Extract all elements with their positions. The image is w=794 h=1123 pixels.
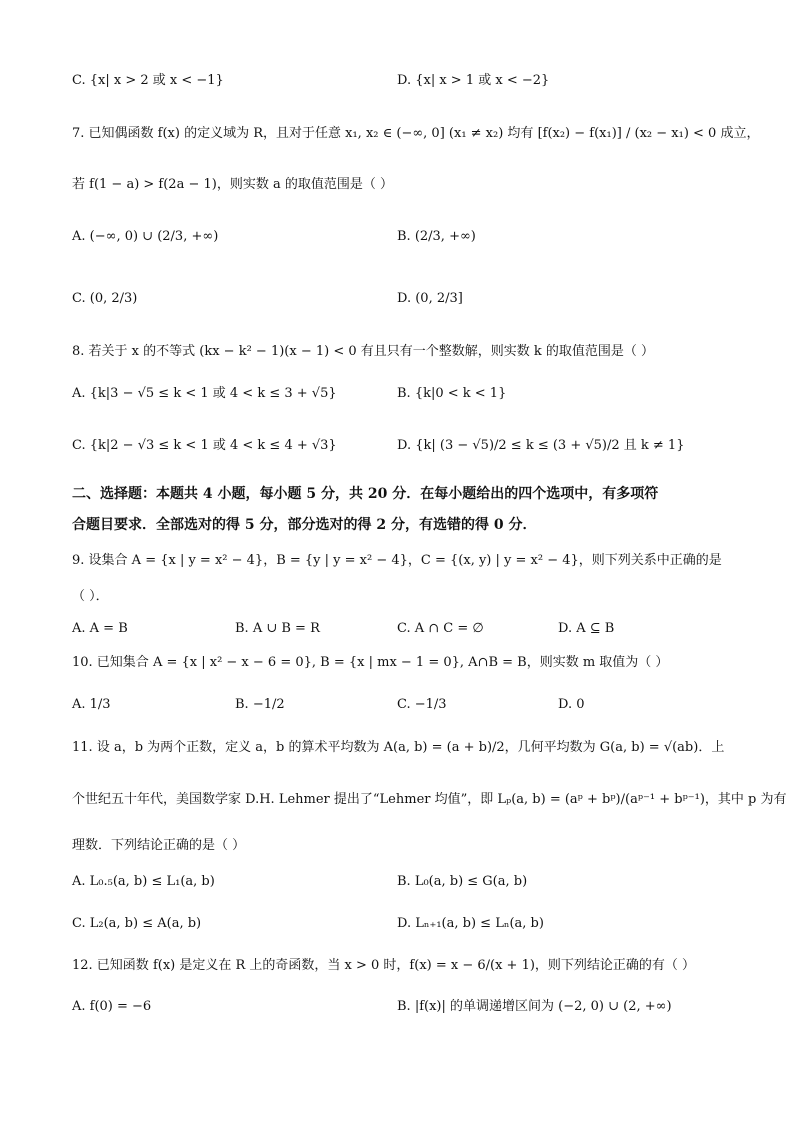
q9-option-c[interactable]: C. A ∩ C = ∅: [397, 621, 484, 636]
q11-option-d[interactable]: D. Lₙ₊₁(a, b) ≤ Lₙ(a, b): [397, 916, 544, 931]
section-2-heading-line2: 合题目要求．全部选对的得 5 分，部分选对的得 2 分，有选错的得 0 分．: [72, 517, 537, 533]
q8-option-d[interactable]: D. {k| (3 − √5)/2 ≤ k ≤ (3 + √5)/2 且 k ≠ 1}: [397, 438, 685, 453]
q7-stem-line2: 若 f(1 − a) > f(2a − 1)，则实数 a 的取值范围是（ ）: [72, 177, 393, 192]
q7-stem-line1: 7. 已知偶函数 f(x) 的定义域为 R，且对于任意 x₁, x₂ ∈ (−∞, 0] (x₁ ≠ x₂) 均有 [f(x₂) − f(x₁)] / (x₂ − x₁) < 0 成立，: [72, 126, 760, 141]
q10-option-b[interactable]: B. −1/2: [235, 697, 285, 712]
section-2-heading-line1: 二、选择题：本题共 4 小题，每小题 5 分，共 20 分．在每小题给出的四个选项中，有多项符: [72, 486, 659, 502]
q12-option-a[interactable]: A. f(0) = −6: [72, 999, 152, 1014]
q12-option-b[interactable]: B. |f(x)| 的单调递增区间为 (−2, 0) ∪ (2, +∞): [397, 999, 672, 1014]
q11-option-a[interactable]: A. L₀.₅(a, b) ≤ L₁(a, b): [72, 874, 215, 889]
q10-option-c[interactable]: C. −1/3: [397, 697, 447, 712]
q12-stem: 12. 已知函数 f(x) 是定义在 R 上的奇函数，当 x > 0 时，f(x) = x − 6/(x + 1)，则下列结论正确的有（ ）: [72, 958, 696, 973]
q7-option-c[interactable]: C. (0, 2/3): [72, 291, 138, 306]
q8-stem: 8. 若关于 x 的不等式 (kx − k² − 1)(x − 1) < 0 有且只有一个整数解，则实数 k 的取值范围是（ ）: [72, 344, 655, 359]
q9-stem-line1: 9. 设集合 A = {x | y = x² − 4}，B = {y | y = x² − 4}，C = {(x, y) | y = x² − 4}，则下列关系中正确的是: [72, 553, 722, 568]
q6-option-d[interactable]: D. {x| x > 1 或 x < −2}: [397, 73, 550, 88]
q9-option-b[interactable]: B. A ∪ B = R: [235, 621, 320, 636]
q7-option-a[interactable]: A. (−∞, 0) ∪ (2/3, +∞): [72, 229, 219, 244]
q10-stem: 10. 已知集合 A = {x | x² − x − 6 = 0}, B = {x | mx − 1 = 0}, A∩B = B，则实数 m 取值为（ ）: [72, 655, 669, 670]
q7-option-b[interactable]: B. (2/3, +∞): [397, 229, 476, 244]
q9-option-a[interactable]: A. A = B: [72, 621, 128, 636]
q8-option-a[interactable]: A. {k|3 − √5 ≤ k < 1 或 4 < k ≤ 3 + √5}: [72, 386, 337, 401]
q11-option-b[interactable]: B. L₀(a, b) ≤ G(a, b): [397, 874, 528, 889]
q7-option-d[interactable]: D. (0, 2/3]: [397, 291, 463, 306]
q11-stem-line1: 11. 设 a，b 为两个正数，定义 a，b 的算术平均数为 A(a, b) = (a + b)/2，几何平均数为 G(a, b) = √(ab)．上: [72, 740, 725, 755]
q8-option-b[interactable]: B. {k|0 < k < 1}: [397, 386, 507, 401]
q6-option-c[interactable]: C. {x| x > 2 或 x < −1}: [72, 73, 224, 88]
q11-option-c[interactable]: C. L₂(a, b) ≤ A(a, b): [72, 916, 202, 931]
q9-option-d[interactable]: D. A ⊆ B: [558, 621, 615, 636]
q9-stem-line2: （ ）．: [72, 589, 109, 604]
q10-option-a[interactable]: A. 1/3: [72, 697, 111, 712]
q11-stem-line3: 理数．下列结论正确的是（ ）: [72, 838, 246, 853]
q11-stem-line2: 个世纪五十年代，美国数学家 D.H. Lehmer 提出了“Lehmer 均值”，即 Lₚ(a, b) = (aᵖ + bᵖ)/(aᵖ⁻¹ + bᵖ⁻¹)，其中 p 为有: [72, 792, 787, 807]
q10-option-d[interactable]: D. 0: [558, 697, 585, 712]
q8-option-c[interactable]: C. {k|2 − √3 ≤ k < 1 或 4 < k ≤ 4 + √3}: [72, 438, 337, 453]
